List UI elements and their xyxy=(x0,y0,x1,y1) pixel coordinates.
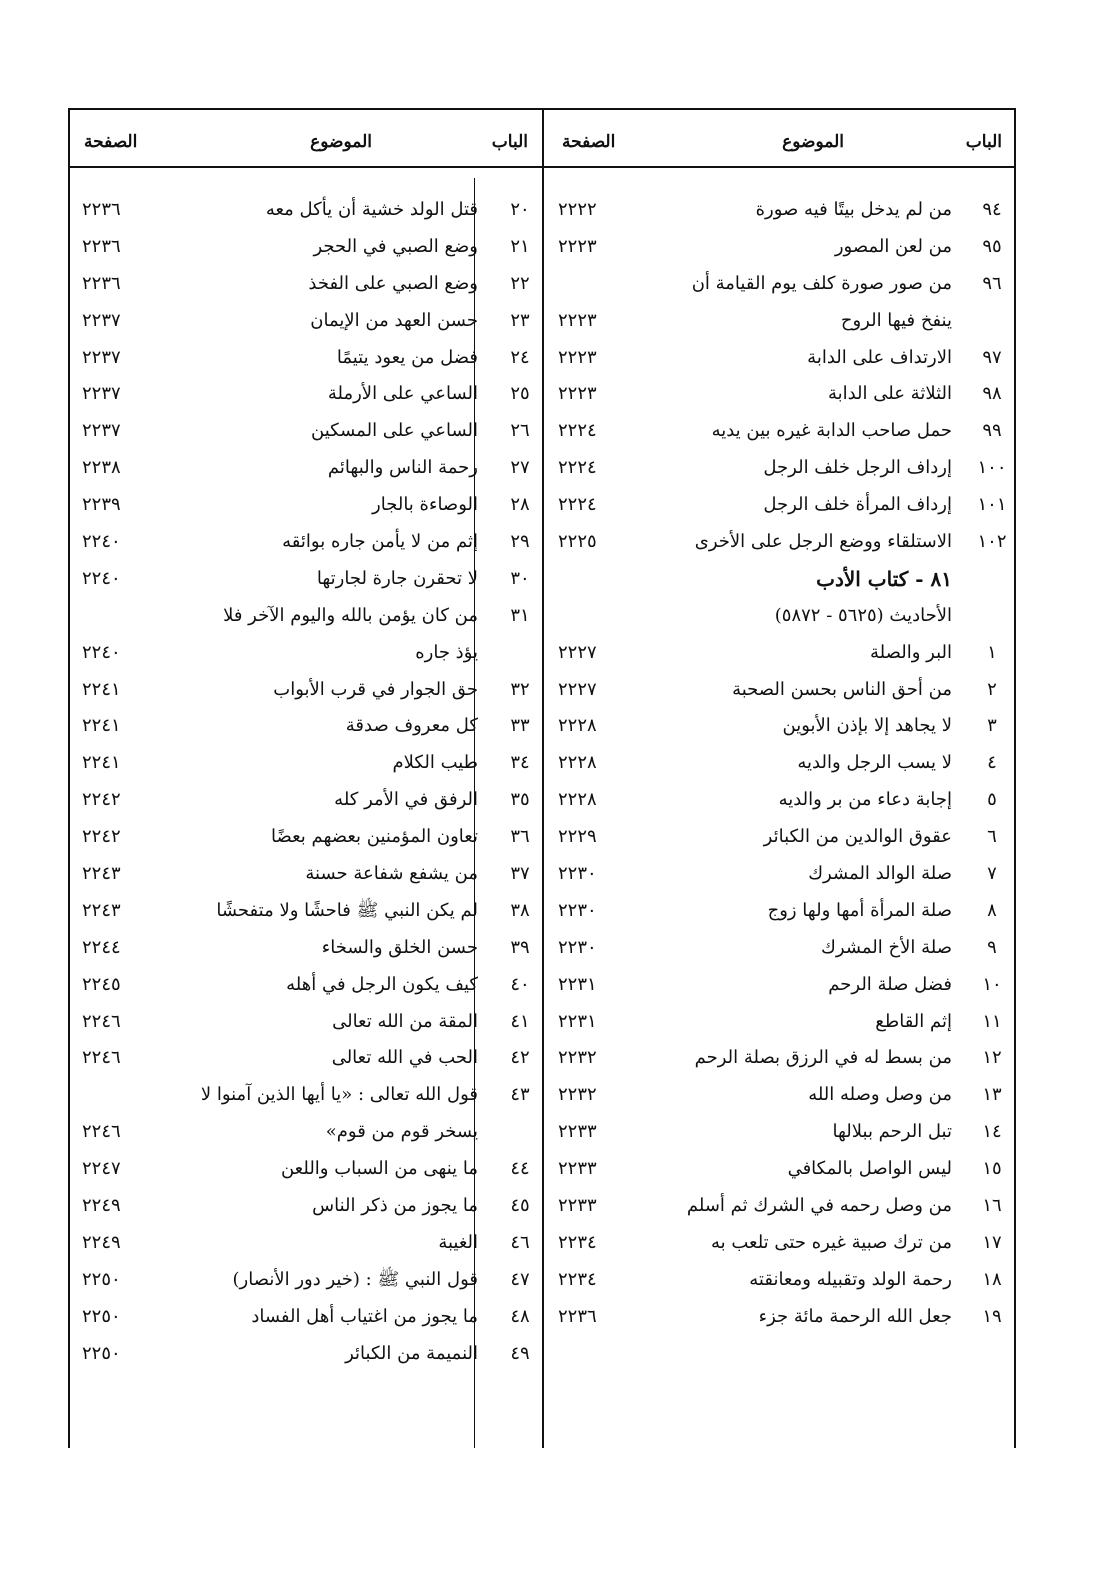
topic-text: حسن العهد من الإيمان xyxy=(310,309,478,331)
page-number: ٢٢٤٠ xyxy=(82,641,121,663)
index-row xyxy=(70,1114,542,1151)
page-number: ٢٢٢٤ xyxy=(558,457,597,479)
topic-text: ما ينهى من السباب واللعن xyxy=(280,1158,478,1180)
right-column-header xyxy=(544,108,1014,166)
index-row xyxy=(70,930,542,967)
topic-text: طيب الكلام xyxy=(392,752,478,774)
index-row xyxy=(70,413,542,450)
page-number: ٢٢٢٥ xyxy=(558,531,597,553)
index-row xyxy=(70,1040,542,1077)
topic-text: من صور صورة كلف يوم القيامة أن xyxy=(691,272,952,294)
index-row xyxy=(70,1151,542,1188)
bab-number: ١٠١ xyxy=(977,494,1007,516)
page-number: ٢٢٤٩ xyxy=(82,1231,121,1253)
index-row xyxy=(544,1299,1014,1336)
bab-number: ٧ xyxy=(987,863,997,885)
topic-text: تبل الرحم ببلالها xyxy=(832,1121,952,1143)
topic-text: المقة من الله تعالى xyxy=(332,1010,478,1032)
topic-text: تعاون المؤمنين بعضهم بعضًا xyxy=(270,826,478,848)
index-row xyxy=(70,745,542,782)
index-row xyxy=(70,1077,542,1114)
page-number: ٢٢٤١ xyxy=(82,715,121,737)
bab-number: ١٣ xyxy=(982,1084,1002,1106)
topic-text: الغيبة xyxy=(438,1231,478,1253)
page-number: ٢٢٣٤ xyxy=(558,1231,597,1253)
page-number: ٢٢٣٣ xyxy=(558,1158,597,1180)
page-number: ٢٢٣٣ xyxy=(558,1195,597,1217)
index-row xyxy=(544,487,1014,524)
topic-text: رحمة الولد وتقبيله ومعانقته xyxy=(749,1268,952,1290)
index-row xyxy=(544,708,1014,745)
right-border xyxy=(1014,108,1016,1448)
index-row xyxy=(544,340,1014,377)
index-row xyxy=(544,1225,1014,1262)
index-row xyxy=(544,967,1014,1004)
bab-number: ٣ xyxy=(987,715,997,737)
bab-number: ٣٨ xyxy=(510,899,530,921)
topic-text: رحمة الناس والبهائم xyxy=(327,457,478,479)
header-page: الصفحة xyxy=(84,132,138,152)
bab-number: ٦ xyxy=(987,826,997,848)
header-topic: الموضوع xyxy=(310,132,372,152)
page-number: ٢٢٣٠ xyxy=(558,899,597,921)
index-row xyxy=(544,1040,1014,1077)
bab-number: ٤٩ xyxy=(510,1342,530,1364)
topic-text: من وصل رحمه في الشرك ثم أسلم xyxy=(686,1195,952,1217)
bab-number: ٣٤ xyxy=(510,752,530,774)
topic-text: الرفق في الأمر كله xyxy=(334,789,478,811)
index-row xyxy=(70,967,542,1004)
topic-text: وضع الصبي في الحجر xyxy=(313,235,478,257)
index-row xyxy=(544,413,1014,450)
page-number: ٢٢٤١ xyxy=(82,752,121,774)
page-number: ٢٢٤٦ xyxy=(82,1047,121,1069)
page-number: ٢٢٥٠ xyxy=(82,1268,121,1290)
topic-text: ما يجوز من ذكر الناس xyxy=(312,1195,478,1217)
page-number: ٢٢٢٣ xyxy=(558,309,597,331)
bab-number: ١٦ xyxy=(982,1195,1002,1217)
bab-number: ١ xyxy=(987,641,997,663)
topic-text: إرداف الرجل خلف الرجل xyxy=(763,457,952,479)
topic-text: الاستلقاء ووضع الرجل على الأخرى xyxy=(694,531,952,553)
index-row xyxy=(544,635,1014,672)
page-number: ٢٢٤٢ xyxy=(82,826,121,848)
topic-text: من كان يؤمن بالله واليوم الآخر فلا xyxy=(223,604,478,626)
page-number: ٢٢٥٠ xyxy=(82,1305,121,1327)
index-row xyxy=(70,524,542,561)
index-row xyxy=(70,561,542,598)
page-number: ٢٢٣٩ xyxy=(82,494,121,516)
page-number: ٢٢٣٨ xyxy=(82,457,121,479)
topic-text: الثلاثة على الدابة xyxy=(827,383,952,405)
page-number: ٢٢٣٠ xyxy=(558,936,597,958)
topic-text: لا يجاهد إلا بإذن الأبوين xyxy=(782,715,952,737)
bab-number: ٤٦ xyxy=(510,1231,530,1253)
topic-text: إجابة دعاء من بر والديه xyxy=(778,789,952,811)
bab-number: ٢٧ xyxy=(510,457,530,479)
topic-text: حمل صاحب الدابة غيره بين يديه xyxy=(711,420,952,442)
index-row xyxy=(70,340,542,377)
topic-text: إرداف المرأة خلف الرجل xyxy=(763,494,952,516)
topic-text: من يشفع شفاعة حسنة xyxy=(305,863,478,885)
left-column-header xyxy=(70,108,542,166)
index-row xyxy=(70,819,542,856)
topic-text: قول النبي ﷺ : (خير دور الأنصار) xyxy=(232,1268,478,1290)
page-number: ٢٢٤٥ xyxy=(82,973,121,995)
bab-number: ١٨ xyxy=(982,1268,1002,1290)
page-number: ٢٢٣٣ xyxy=(558,1121,597,1143)
bab-number: ٣٩ xyxy=(510,936,530,958)
index-row xyxy=(70,487,542,524)
index-row xyxy=(70,598,542,635)
header-bab: الباب xyxy=(965,132,1002,152)
bab-number: ٢٨ xyxy=(510,494,530,516)
index-row xyxy=(544,192,1014,229)
bab-number: ٣٧ xyxy=(510,863,530,885)
index-row xyxy=(70,192,542,229)
page-number: ٢٢٣٧ xyxy=(82,383,121,405)
page-number: ٢٢٣٤ xyxy=(558,1268,597,1290)
bab-number: ٩ xyxy=(987,936,997,958)
topic-text: إثم من لا يأمن جاره بوائقه xyxy=(282,531,478,553)
bab-number: ٩٦ xyxy=(982,272,1002,294)
page-number: ٢٢٤٦ xyxy=(82,1010,121,1032)
index-row xyxy=(70,1299,542,1336)
topic-text: إثم القاطع xyxy=(875,1010,952,1032)
bab-number: ٢٦ xyxy=(510,420,530,442)
book-heading-row xyxy=(544,561,1014,598)
page-number: ٢٢٣٦ xyxy=(558,1305,597,1327)
bab-number: ٤٠ xyxy=(510,973,530,995)
header-page: الصفحة xyxy=(562,132,616,152)
bab-number: ١٠٠ xyxy=(977,457,1007,479)
page-number: ٢٢٢٣ xyxy=(558,346,597,368)
index-row xyxy=(70,229,542,266)
page-number: ٢٢٣٧ xyxy=(82,346,121,368)
topic-text: وضع الصبي على الفخذ xyxy=(308,272,478,294)
bab-number: ٣٢ xyxy=(510,678,530,700)
index-row xyxy=(70,303,542,340)
index-row xyxy=(544,1004,1014,1041)
page-number: ٢٢٤٣ xyxy=(82,863,121,885)
page-number: ٢٢٢٧ xyxy=(558,641,597,663)
index-row xyxy=(70,376,542,413)
page-number: ٢٢٣٠ xyxy=(558,863,597,885)
right-rows xyxy=(544,192,1014,1336)
index-row xyxy=(544,229,1014,266)
topic-text: لم يكن النبي ﷺ فاحشًا ولا متفحشًا xyxy=(216,899,478,921)
topic-text: يؤذ جاره xyxy=(415,641,478,663)
bab-number: ٤١ xyxy=(510,1010,530,1032)
index-row xyxy=(544,376,1014,413)
bab-number: ٣٦ xyxy=(510,826,530,848)
page-number: ٢٢٤٠ xyxy=(82,531,121,553)
page-number: ٢٢٢٨ xyxy=(558,789,597,811)
topic-text: كيف يكون الرجل في أهله xyxy=(286,973,478,995)
bab-number: ٤ xyxy=(987,752,997,774)
bab-number: ١٧ xyxy=(982,1231,1002,1253)
index-row xyxy=(544,524,1014,561)
bab-number: ٤٥ xyxy=(510,1195,530,1217)
left-rows xyxy=(70,192,542,1373)
topic-text: ليس الواصل بالمكافي xyxy=(787,1158,952,1180)
topic-text: قول الله تعالى : «يا أيها الذين آمنوا لا xyxy=(200,1084,478,1106)
bab-number: ١٥ xyxy=(982,1158,1002,1180)
bab-number: ١٤ xyxy=(982,1121,1002,1143)
page-number: ٢٢٢٩ xyxy=(558,826,597,848)
bab-number: ٩٨ xyxy=(982,383,1002,405)
bab-number: ٤٢ xyxy=(510,1047,530,1069)
topic-text: حق الجوار في قرب الأبواب xyxy=(273,678,478,700)
topic-text: البر والصلة xyxy=(870,641,952,663)
topic-text: الساعي على الأرملة xyxy=(327,383,478,405)
index-row xyxy=(544,1262,1014,1299)
topic-text: من ترك صبية غيره حتى تلعب به xyxy=(710,1231,952,1253)
index-row xyxy=(70,893,542,930)
index-row xyxy=(544,782,1014,819)
index-row xyxy=(70,450,542,487)
topic-text: عقوق الوالدين من الكبائر xyxy=(763,826,952,848)
bab-number: ٩٤ xyxy=(982,199,1002,220)
bab-number: ٢٠ xyxy=(510,199,530,220)
index-row xyxy=(544,856,1014,893)
topic-text: من لعن المصور xyxy=(834,235,952,257)
page-number: ٢٢٣٢ xyxy=(558,1047,597,1069)
page-number: ٢٢٣٧ xyxy=(82,309,121,331)
bab-number: ٤٨ xyxy=(510,1305,530,1327)
topic-text: من لم يدخل بيتًا فيه صورة xyxy=(755,199,952,220)
page-number: ٢٢٣٦ xyxy=(82,199,121,220)
index-row xyxy=(544,598,1014,635)
page-number: ٢٢٢٣ xyxy=(558,383,597,405)
topic-text: الحب في الله تعالى xyxy=(331,1047,478,1069)
index-row xyxy=(70,1262,542,1299)
topic-text: من بسط له في الرزق بصلة الرحم xyxy=(694,1047,952,1069)
page-number: ٢٢٣٦ xyxy=(82,235,121,257)
topic-text: ما يجوز من اغتياب أهل الفساد xyxy=(251,1305,478,1327)
page-number: ٢٢٥٠ xyxy=(82,1342,121,1364)
topic-text: لا يسب الرجل والديه xyxy=(797,752,952,774)
index-row xyxy=(70,1336,542,1373)
bab-number: ٢٣ xyxy=(510,309,530,331)
index-row xyxy=(544,450,1014,487)
page-number: ٢٢٢٧ xyxy=(558,678,597,700)
topic-text: النميمة من الكبائر xyxy=(345,1342,478,1364)
topic-text: من أحق الناس بحسن الصحبة xyxy=(732,678,952,700)
index-row xyxy=(544,1151,1014,1188)
index-row xyxy=(544,893,1014,930)
index-row xyxy=(544,930,1014,967)
bab-number: ١٠ xyxy=(982,973,1002,995)
index-row xyxy=(70,856,542,893)
page-number: ٢٢٢٨ xyxy=(558,752,597,774)
bab-number: ٤٣ xyxy=(510,1084,530,1106)
index-row xyxy=(70,1004,542,1041)
topic-text: الأحاديث (٥٦٢٥ - ٥٨٧٢) xyxy=(774,604,952,626)
index-row xyxy=(544,672,1014,709)
topic-text: ينفخ فيها الروح xyxy=(840,309,952,331)
page-number: ٢٢٤٢ xyxy=(82,789,121,811)
topic-text: حسن الخلق والسخاء xyxy=(321,936,478,958)
page-number: ٢٢٢٤ xyxy=(558,494,597,516)
bab-number: ٣٣ xyxy=(510,715,530,737)
topic-text: الساعي على المسكين xyxy=(311,420,478,442)
topic-text: الارتداف على الدابة xyxy=(807,346,952,368)
bab-number: ١٠٢ xyxy=(977,531,1007,553)
topic-text: فضل من يعود يتيمًا xyxy=(336,346,478,368)
bab-number: ٢٩ xyxy=(510,531,530,553)
topic-text: لا تحقرن جارة لجارتها xyxy=(316,567,478,589)
page-number: ٢٢٤٦ xyxy=(82,1121,121,1143)
index-row xyxy=(70,266,542,303)
page-number: ٢٢٣٦ xyxy=(82,272,121,294)
bab-number: ٩٩ xyxy=(982,420,1002,442)
bab-number: ٤٧ xyxy=(510,1268,530,1290)
topic-text: صلة الأخ المشرك xyxy=(821,936,952,958)
index-row xyxy=(70,635,542,672)
book-title: ٨١ - كتاب الأدب xyxy=(816,566,952,591)
page-number: ٢٢٢٤ xyxy=(558,420,597,442)
index-row xyxy=(544,303,1014,340)
bab-number: ١٢ xyxy=(982,1047,1002,1069)
bab-number: ٤٤ xyxy=(510,1158,530,1180)
header-bab: الباب xyxy=(491,132,528,152)
page-number: ٢٢٣٢ xyxy=(558,1084,597,1106)
topic-text: صلة المرأة أمها ولها زوج xyxy=(767,899,952,921)
bab-number: ٣٥ xyxy=(510,789,530,811)
header-topic: الموضوع xyxy=(782,132,844,152)
bab-number: ٢١ xyxy=(510,235,530,257)
topic-text: كل معروف صدقة xyxy=(345,715,478,737)
page-number: ٢٢٤٠ xyxy=(82,567,121,589)
bab-number: ٢٥ xyxy=(510,383,530,405)
index-row xyxy=(544,1188,1014,1225)
page-number: ٢٢٢٨ xyxy=(558,715,597,737)
bab-number: ٩٧ xyxy=(982,346,1002,368)
topic-text: قتل الولد خشية أن يأكل معه xyxy=(265,199,478,220)
topic-text: صلة الوالد المشرك xyxy=(808,863,952,885)
index-row xyxy=(544,266,1014,303)
bab-number: ٢٢ xyxy=(510,272,530,294)
left-column xyxy=(70,108,542,1448)
index-row xyxy=(544,819,1014,856)
bab-number: ١٩ xyxy=(982,1305,1002,1327)
page-number: ٢٢٣٧ xyxy=(82,420,121,442)
page-number: ٢٢٤٧ xyxy=(82,1158,121,1180)
page-number: ٢٢٢٣ xyxy=(558,235,597,257)
index-row xyxy=(544,745,1014,782)
bab-number: ٥ xyxy=(987,789,997,811)
topic-text: الوصاءة بالجار xyxy=(372,494,478,516)
index-row xyxy=(70,1225,542,1262)
index-row xyxy=(544,1077,1014,1114)
bab-number: ١١ xyxy=(982,1010,1002,1032)
index-row xyxy=(544,1114,1014,1151)
index-row xyxy=(70,672,542,709)
page-number: ٢٢٢٢ xyxy=(558,199,597,220)
page-number: ٢٢٣١ xyxy=(558,1010,597,1032)
index-row xyxy=(70,1188,542,1225)
page-number: ٢٢٤٤ xyxy=(82,936,121,958)
topic-text: فضل صلة الرحم xyxy=(828,973,952,995)
bab-number: ٢٤ xyxy=(510,346,530,368)
page-number: ٢٢٤٣ xyxy=(82,899,121,921)
page-number: ٢٢٤٩ xyxy=(82,1195,121,1217)
index-row xyxy=(70,782,542,819)
bab-number: ٩٥ xyxy=(982,235,1002,257)
bab-number: ٢ xyxy=(987,678,997,700)
index-table xyxy=(68,108,1016,1448)
topic-text: جعل الله الرحمة مائة جزء xyxy=(758,1305,952,1327)
page-number: ٢٢٣١ xyxy=(558,973,597,995)
bab-number: ٨ xyxy=(987,899,997,921)
topic-text: من وصل وصله الله xyxy=(808,1084,952,1106)
topic-text: يسخر قوم من قوم» xyxy=(325,1121,478,1143)
index-row xyxy=(70,708,542,745)
bab-number: ٣٠ xyxy=(510,567,530,589)
page-number: ٢٢٤١ xyxy=(82,678,121,700)
right-column xyxy=(544,108,1014,1448)
bab-number: ٣١ xyxy=(510,604,530,626)
